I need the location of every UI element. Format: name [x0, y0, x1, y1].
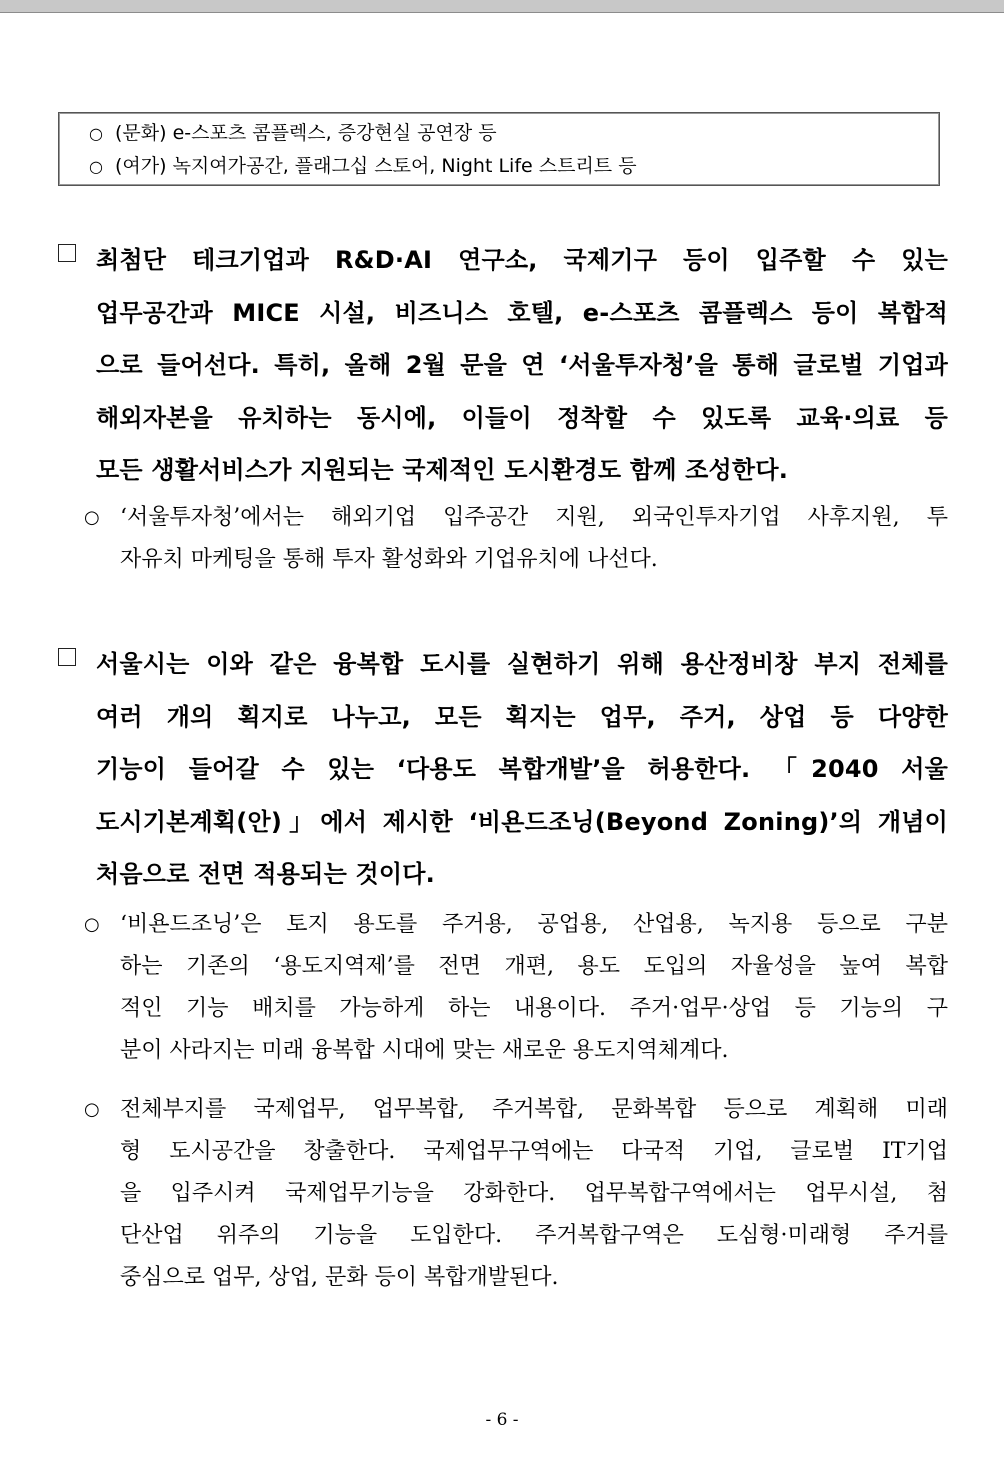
box-item	[89, 117, 939, 150]
paragraph-line: 최첨단 테크기업과 R&D·AI 연구소, 국제기구 등이 입주할 수 있는	[96, 246, 948, 274]
paragraph-line: 으로 들어선다. 특히, 올해 2월 문을 연 ‘서울투자청’을 통해 글로벌 기업과	[96, 351, 948, 379]
sub-line: 적인 기능 배치를 가능하게 하는 내용이다. 주거·업무·상업 등 기능의 구	[120, 996, 948, 1021]
sub-line: ‘서울투자청’에서는 해외기업 입주공간 지원, 외국인투자기업 사후지원, 투	[120, 505, 948, 530]
paragraph-line: 서울시는 이와 같은 융복합 도시를 실현하기 위해 용산정비창 부지 전체를	[96, 650, 948, 678]
paragraph-line: 모든 생활서비스가 지원되는 국제적인 도시환경도 함께 조성한다.	[96, 456, 789, 484]
paragraph-line: 해외자본을 유치하는 동시에, 이들이 정착할 수 있도록 교육·의료 등	[96, 403, 948, 432]
page-number: - 6 -	[485, 1410, 519, 1430]
summary-box	[58, 112, 940, 186]
circle-bullet-icon: ○	[89, 157, 103, 176]
paragraph-1	[58, 234, 948, 497]
sub-line: 하는 기존의 ‘용도지역제’를 전면 개편, 용도 도입의 자율성을 높여 복합	[120, 954, 948, 979]
paragraph-2	[58, 638, 948, 901]
sub-line: 분이 사라지는 미래 융복합 시대에 맞는 새로운 용도지역체계다.	[120, 1038, 729, 1063]
square-bullet-icon	[58, 648, 76, 666]
paragraph-line: 기능이 들어갈 수 있는 ‘다용도 복합개발’을 허용한다. 「2040 서울	[96, 755, 948, 783]
top-bar	[0, 0, 1004, 13]
paragraph-line: 처음으로 전면 적용되는 것이다.	[96, 860, 435, 888]
sub-line: 형 도시공간을 창출한다. 국제업무구역에는 다국적 기업, 글로벌 IT기업	[120, 1139, 948, 1164]
sub-line: 단산업 위주의 기능을 도입한다. 주거복합구역은 도심형·미래형 주거를	[120, 1223, 948, 1248]
sub-item-3	[84, 1089, 948, 1299]
circle-bullet-icon: ○	[84, 914, 100, 935]
sub-line: ‘비욘드조닝’은 토지 용도를 주거용, 공업용, 산업용, 녹지용 등으로 구분	[120, 912, 948, 937]
circle-bullet-icon: ○	[84, 1099, 100, 1120]
sub-item-1	[84, 497, 948, 581]
sub-line: 중심으로 업무, 상업, 문화 등이 복합개발된다.	[120, 1265, 559, 1290]
circle-bullet-icon: ○	[84, 507, 100, 528]
sub-line: 자유치 마케팅을 통해 투자 활성화와 기업유치에 나선다.	[120, 547, 658, 572]
box-item-text: (문화) e-스포츠 콤플렉스, 증강현실 공연장 등	[115, 122, 497, 144]
sub-item-2	[84, 904, 948, 1072]
sub-line: 전체부지를 국제업무, 업무복합, 주거복합, 문화복합 등으로 계획해 미래	[120, 1097, 948, 1122]
box-item	[89, 150, 939, 183]
paragraph-line: 도시기본계획(안)」에서 제시한 ‘비욘드조닝(Beyond Zoning)’의 개념이	[96, 807, 948, 836]
box-item-text: (여가) 녹지여가공간, 플래그십 스토어, Night Life 스트리트 등	[115, 155, 637, 177]
circle-bullet-icon: ○	[89, 124, 103, 143]
paragraph-line: 여러 개의 획지로 나누고, 모든 획지는 업무, 주거, 상업 등 다양한	[96, 702, 948, 731]
square-bullet-icon	[58, 244, 76, 262]
paragraph-line: 업무공간과 MICE 시설, 비즈니스 호텔, e-스포츠 콤플렉스 등이 복합적	[96, 298, 948, 327]
sub-line: 을 입주시켜 국제업무기능을 강화한다. 업무복합구역에서는 업무시설, 첨	[120, 1181, 948, 1206]
